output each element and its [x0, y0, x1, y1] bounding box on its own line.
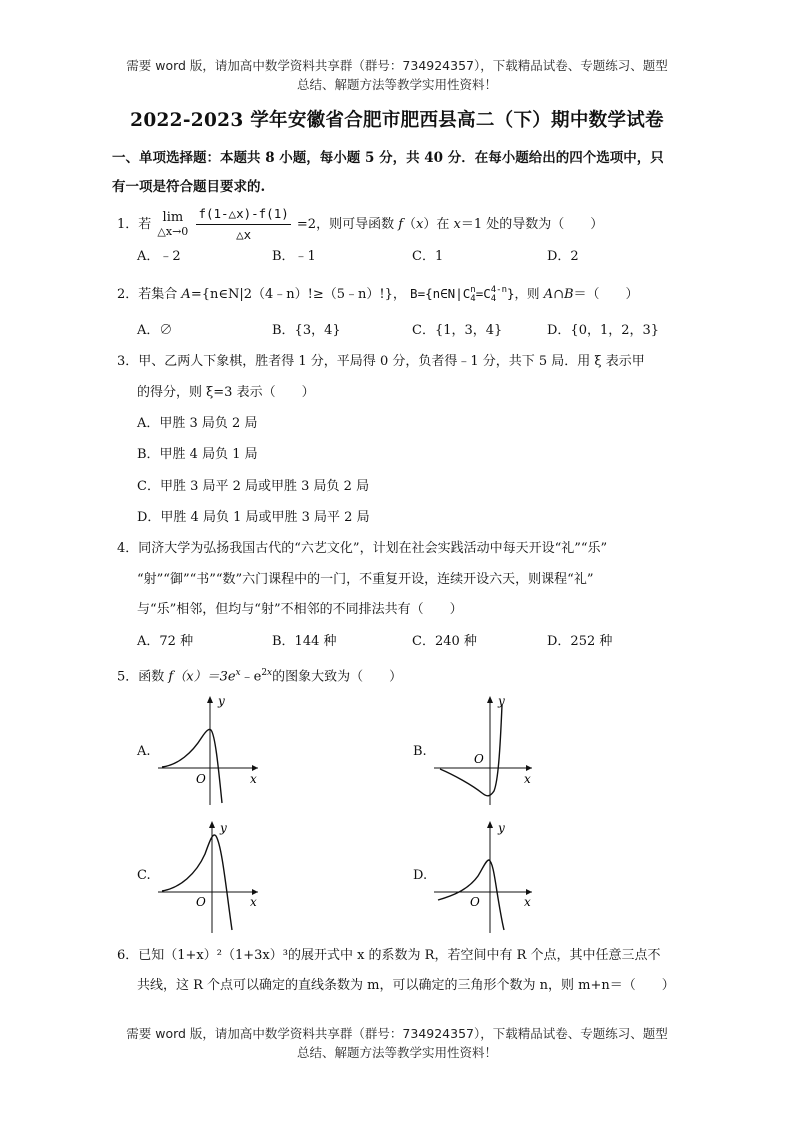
graph-a-x-label: x — [250, 772, 257, 786]
q1-limit — [157, 211, 188, 239]
footer-banner — [0, 1024, 794, 1062]
graph-a-y-label: y — [218, 694, 225, 708]
graph-a-label[interactable]: A. — [137, 744, 151, 759]
q1-option-c[interactable]: C．1 — [412, 249, 444, 264]
question-3-line-1: 3．甲、乙两人下象棋，胜者得 1 分，平局得 0 分，负者得﹣1 分，共下 5 局．用 ξ 表示甲 — [117, 354, 645, 369]
graph-a-origin: O — [196, 772, 206, 786]
question-3-line-2: 的得分，则 ξ=3 表示（ ） — [137, 385, 315, 400]
header-line-1: 需要 word 版，请加高中数学资料共享群（群号：734924357），下载精品试卷、专题练习、题型 — [126, 58, 668, 73]
graph-a-y-arrow — [207, 696, 213, 703]
q1-option-a[interactable]: A．﹣2 — [137, 249, 181, 264]
q2-number: 2．若集合 — [117, 287, 178, 302]
q1-number: 1．若 — [117, 217, 152, 232]
q1-option-b[interactable]: B．﹣1 — [272, 249, 316, 264]
graph-d-origin: O — [470, 895, 480, 909]
header-banner — [0, 56, 794, 94]
header-line-2: 总结、解题方法等教学实用性资料！ — [296, 77, 497, 92]
graph-a-x-arrow — [252, 765, 258, 771]
question-1-options — [137, 247, 697, 267]
graph-b[interactable] — [432, 693, 542, 808]
graph-b-x-label: x — [524, 772, 531, 786]
q4-option-c[interactable]: C．240 种 — [412, 634, 477, 649]
q1-after: =2，则可导函数 — [296, 217, 395, 232]
graph-c-label[interactable]: C. — [137, 868, 151, 883]
question-4-line-1: 4．同济大学为弘扬我国古代的“六艺文化”，计划在社会实践活动中每天开设“礼”“乐” — [117, 541, 608, 556]
section-heading — [112, 144, 684, 202]
q2-set-b: B={n∈N|C n 4 =C 4-n 4 }，则 — [410, 284, 540, 304]
q5-number: 5．函数 — [117, 669, 165, 685]
q5-minus: ﹣e — [240, 669, 262, 685]
q2-option-a[interactable]: A．∅ — [137, 323, 173, 338]
question-6-line-2: 共线，这 R 个点可以确定的直线条数为 m，可以确定的三角形个数为 n，则 m+n＝（ ） — [137, 978, 675, 993]
q3-option-d[interactable]: D．甲胜 4 局负 1 局或甲胜 3 局平 2 局 — [137, 510, 370, 525]
q2-option-d[interactable]: D．{0，1，2，3} — [547, 323, 660, 338]
exam-title: 2022-2023 学年安徽省合肥市肥西县高二（下）期中数学试卷 — [130, 110, 664, 131]
q1-numerator: f(1-△x)-f(1) — [196, 204, 290, 225]
question-4-line-2: “射”“御”“书”“数”六门课程中的一门，不重复开设，连续开设六天，则课程“礼” — [137, 572, 594, 587]
q2-option-b[interactable]: B．{3，4} — [272, 323, 341, 338]
graph-d-y-arrow — [487, 821, 493, 828]
q2-tail: ＝（ ） — [573, 287, 639, 302]
graph-c-x-label: x — [250, 895, 257, 909]
q3-option-c[interactable]: C．甲胜 3 局平 2 局或甲胜 3 局负 2 局 — [137, 479, 370, 494]
graph-d-label[interactable]: D. — [413, 868, 428, 883]
q1-option-d[interactable]: D．2 — [547, 249, 579, 264]
graph-c-y-label: y — [220, 821, 227, 835]
graph-a-curve — [162, 729, 222, 803]
q2-option-c[interactable]: C．{1，3，4} — [412, 323, 503, 338]
q1-denominator: △x — [236, 227, 252, 242]
q3-option-b[interactable]: B．甲胜 4 局负 1 局 — [137, 447, 258, 462]
q1-lim-sub: △x→0 — [157, 224, 189, 238]
graph-c[interactable] — [158, 818, 268, 936]
graph-c-origin: O — [196, 895, 206, 909]
q5-func: f（x）＝3e — [168, 669, 236, 685]
footer-line-2: 总结、解题方法等教学实用性资料！ — [296, 1045, 497, 1060]
section-line-2: 有一项是符合题目要求的. — [112, 179, 266, 195]
q3-option-a[interactable]: A．甲胜 3 局负 2 局 — [137, 416, 258, 431]
graph-c-y-arrow — [209, 821, 215, 828]
graph-c-curve — [162, 835, 232, 930]
q1-fx: f — [398, 217, 404, 232]
graph-b-curve — [440, 705, 502, 796]
question-1-stem: 1．若 lim △x→0 $\frac{f(1-\triangle x)-f(1)}{\triangle x}$ =2，则可导函数 f（x）在 x＝1 处的导数为（ ） — [117, 204, 603, 245]
q4-option-d[interactable]: D．252 种 — [547, 634, 613, 649]
q5-tail: 的图象大致为（ ） — [272, 669, 403, 685]
question-4-line-3: 与“乐”相邻，但均与“射”不相邻的不同排法共有（ ） — [137, 602, 463, 617]
question-2-stem: 2．若集合 A={n∈N|2（4﹣n）!≥（5﹣n）!}， B={n∈N|C n 4 =C 4-n 4 }，则 A∩B＝（ ） — [117, 284, 639, 304]
q4-option-a[interactable]: A．72 种 — [137, 634, 194, 649]
q1-tail: 处的导数为（ ） — [486, 217, 604, 232]
graph-d-y-label: y — [498, 821, 505, 835]
graph-b-x-arrow — [526, 765, 532, 771]
graph-a[interactable] — [158, 693, 268, 808]
section-line-1: 一、单项选择题：本题共 8 小题，每小题 5 分，共 40 分．在每小题给出的四个选项中，只 — [112, 150, 664, 166]
q1-fraction — [196, 204, 290, 245]
graph-b-origin: O — [474, 752, 484, 766]
graph-d-x-label: x — [524, 895, 531, 909]
q4-option-b[interactable]: B．144 种 — [272, 634, 337, 649]
q1-lim-word: lim — [162, 209, 184, 225]
graph-b-label[interactable]: B. — [413, 744, 427, 759]
graph-b-y-arrow — [487, 696, 493, 703]
question-2-options — [137, 321, 697, 341]
question-4-options — [137, 632, 697, 652]
question-5-stem: 5．函数 $f(x)=3e^x﹣e^{2x}$的图象大致为（ ） — [117, 668, 403, 685]
q2-set-a: ={n∈N|2（4﹣n）!≥（5﹣n）!}， — [190, 287, 406, 302]
graph-b-y-label: y — [498, 694, 505, 708]
graph-d[interactable] — [432, 818, 542, 936]
footer-line-1: 需要 word 版，请加高中数学资料共享群（群号：734924357），下载精品试卷、专题练习、题型 — [126, 1026, 668, 1041]
question-6-line-1: 6．已知（1+x）²（1+3x）³的展开式中 x 的系数为 R，若空间中有 R 个点，其中任意三点不 — [117, 948, 661, 963]
